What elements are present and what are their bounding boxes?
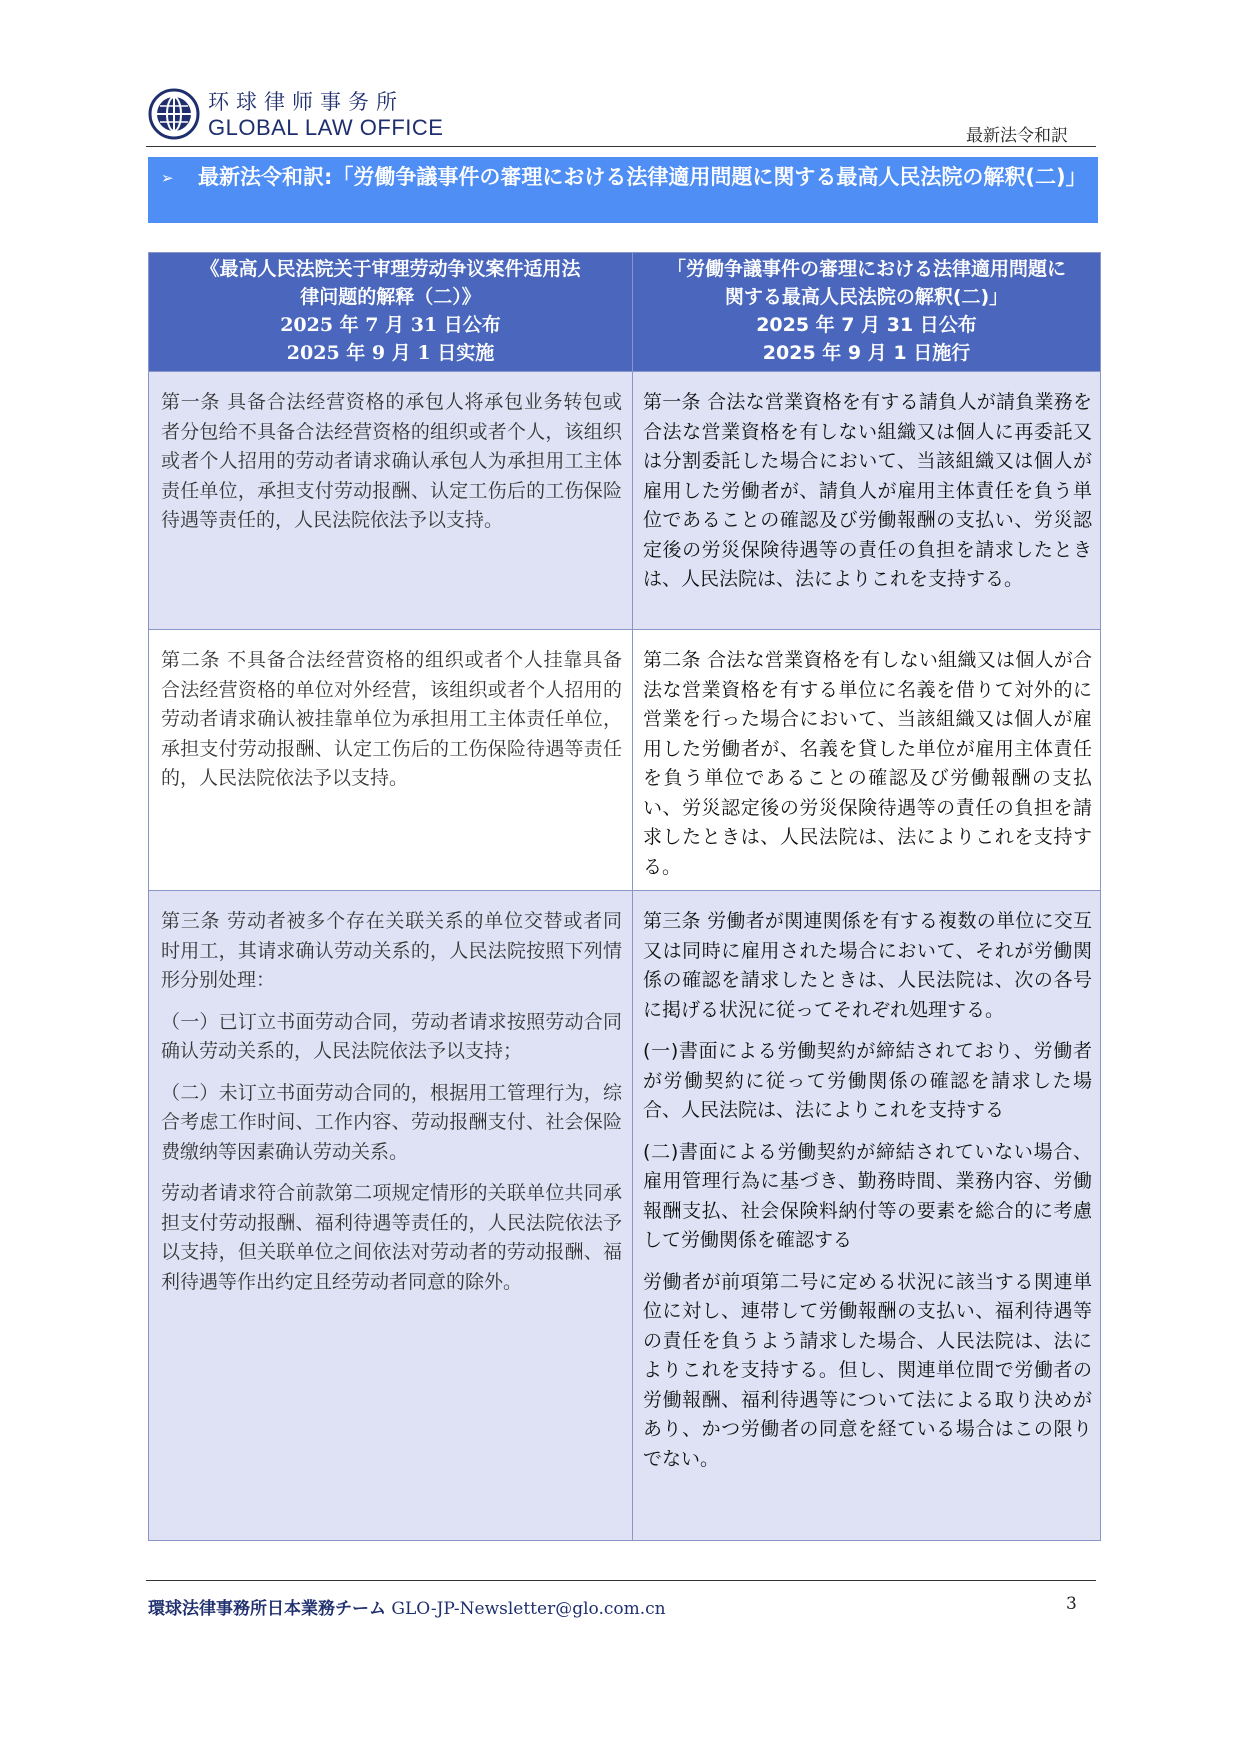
header-jp-effective-date: 2025 年 9 月 1 日施行: [762, 342, 971, 364]
footer-team-name: 環球法律事務所日本業務チーム: [148, 1599, 386, 1619]
table-row: [149, 630, 1101, 891]
header-cn-line2: 律问题的解释（二）》: [300, 286, 481, 308]
article3-cn-paragraph: （二）未订立书面劳动合同的，根据用工管理行为，综合考虑工作时间、工作内容、劳动报酬支付、社会保险费缴纳等因素确认劳动关系。: [161, 1081, 622, 1163]
article1-japanese: 第一条 合法な営業資格を有する請負人が請負業務を合法な営業資格を有しない組織又は個人に再委託又は分割委託した場合において、当該組織又は個人が雇用した労働者が、請負人が雇用主体責任を負う単位であることの確認及び労働報酬の支払い、労災認定後の労災保険待遇等の責任の負担を請求したときは、人民法院は、法によりこれを支持する。: [633, 372, 1101, 630]
table-row: [149, 372, 1101, 630]
header-divider: [146, 146, 1096, 147]
globe-logo-icon: [148, 88, 200, 140]
article3-jp-paragraph: (二)書面による労働契約が締結されていない場合、雇用管理行為に基づき、勤務時間、業務内容、労働報酬支払、社会保険料納付等の要素を総合的に考慮して労働関係を確認する: [643, 1140, 1092, 1251]
article3-japanese: [633, 891, 1101, 1541]
article3-cn-paragraph: 劳动者请求符合前款第二项规定情形的关联单位共同承担支付劳动报酬、福利待遇等责任的，人民法院依法予以支持，但关联单位之间依法对劳动者的劳动报酬、福利待遇等作出约定且经劳动者同意的除外。: [161, 1182, 622, 1293]
article1-chinese: 第一条 具备合法经营资格的承包人将承包业务转包或者分包给不具备合法经营资格的组织或者个人，该组织或者个人招用的劳动者请求确认承包人为承担用工主体责任单位，承担支付劳动报酬、认定工伤后的工伤保险待遇等责任的，人民法院依法予以支持。: [149, 372, 633, 630]
table-row: [149, 891, 1101, 1541]
header-cell-chinese: [149, 253, 633, 372]
page-number: 3: [1066, 1594, 1077, 1614]
footer-divider: [146, 1580, 1096, 1581]
footer-email[interactable]: GLO-JP-Newsletter@glo.com.cn: [391, 1599, 666, 1619]
article3-cn-paragraph: 第三条 劳动者被多个存在关联关系的单位交替或者同时用工，其请求确认劳动关系的，人民法院按照下列情形分别处理：: [161, 910, 622, 991]
firm-logo: [148, 86, 448, 148]
header-cn-effective-date: 2025 年 9 月 1 日实施: [286, 342, 495, 364]
article3-jp-paragraph: 労働者が前項第二号に定める状況に該当する関連単位に対し、連帯して労働報酬の支払い、福利待遇等の責任を負うよう請求した場合、人民法院は、法によりこれを支持する。但し、関連単位間で労働者の労働報酬、福利待遇等について法による取り決めがあり、かつ労働者の同意を経ている場合はこの限りでない。: [643, 1270, 1092, 1470]
header-jp-line1: 「労働争議事件の審理における法律適用問題に: [666, 258, 1066, 280]
title-banner: [148, 157, 1098, 223]
article3-jp-paragraph: 第三条 労働者が関連関係を有する複数の単位に交互又は同時に雇用された場合において、それが労働関係の確認を請求したときは、人民法院は、次の各号に掲げる状況に従ってそれぞれ処理する。: [643, 910, 1092, 1021]
footer-contact: [148, 1594, 666, 1619]
header-jp-publish-date: 2025 年 7 月 31 日公布: [756, 314, 977, 336]
logo-english-name: GLOBAL LAW OFFICE: [208, 115, 444, 140]
section-label: 最新法令和訳: [966, 126, 1068, 146]
header-cn-line1: 《最高人民法院关于审理劳动争议案件适用法: [200, 258, 581, 280]
header-jp-line2: 関する最高人民法院の解釈(二)」: [724, 286, 1009, 308]
logo-chinese-name: 环球律师事务所: [208, 90, 404, 114]
table-header-row: [149, 253, 1101, 372]
article3-cn-paragraph: （一）已订立书面劳动合同，劳动者请求按照劳动合同确认劳动关系的，人民法院依法予以支持；: [161, 1010, 622, 1062]
law-comparison-table: [148, 252, 1101, 1541]
article2-japanese: 第二条 合法な営業資格を有しない組織又は個人が合法な営業資格を有する単位に名義を借りて対外的に営業を行った場合において、当該組織又は個人が雇用した労働者が、名義を貸した単位が雇用主体責任を負う単位であることの確認及び労働報酬の支払い、労災認定後の労災保険待遇等の責任の負担を請求したときは、人民法院は、法によりこれを支持する。: [633, 630, 1101, 891]
article3-jp-paragraph: (一)書面による労働契約が締結されており、労働者が労働契約に従って労働関係の確認を請求した場合、人民法院は、法によりこれを支持する: [643, 1040, 1092, 1121]
article2-chinese: 第二条 不具备合法经营资格的组织或者个人挂靠具备合法经营资格的单位对外经营，该组织或者个人招用的劳动者请求确认被挂靠单位为承担用工主体责任单位，承担支付劳动报酬、认定工伤后的工伤保险待遇等责任的，人民法院依法予以支持。: [149, 630, 633, 891]
header-cn-publish-date: 2025 年 7 月 31 日公布: [280, 314, 501, 336]
arrow-bullet-icon: ➢: [161, 169, 174, 187]
banner-title: 最新法令和訳:「労働争議事件の審理における法律適用問題に関する最高人民法院の解釈(二)」: [198, 165, 1087, 189]
article3-chinese: [149, 891, 633, 1541]
header-cell-japanese: [633, 253, 1101, 372]
